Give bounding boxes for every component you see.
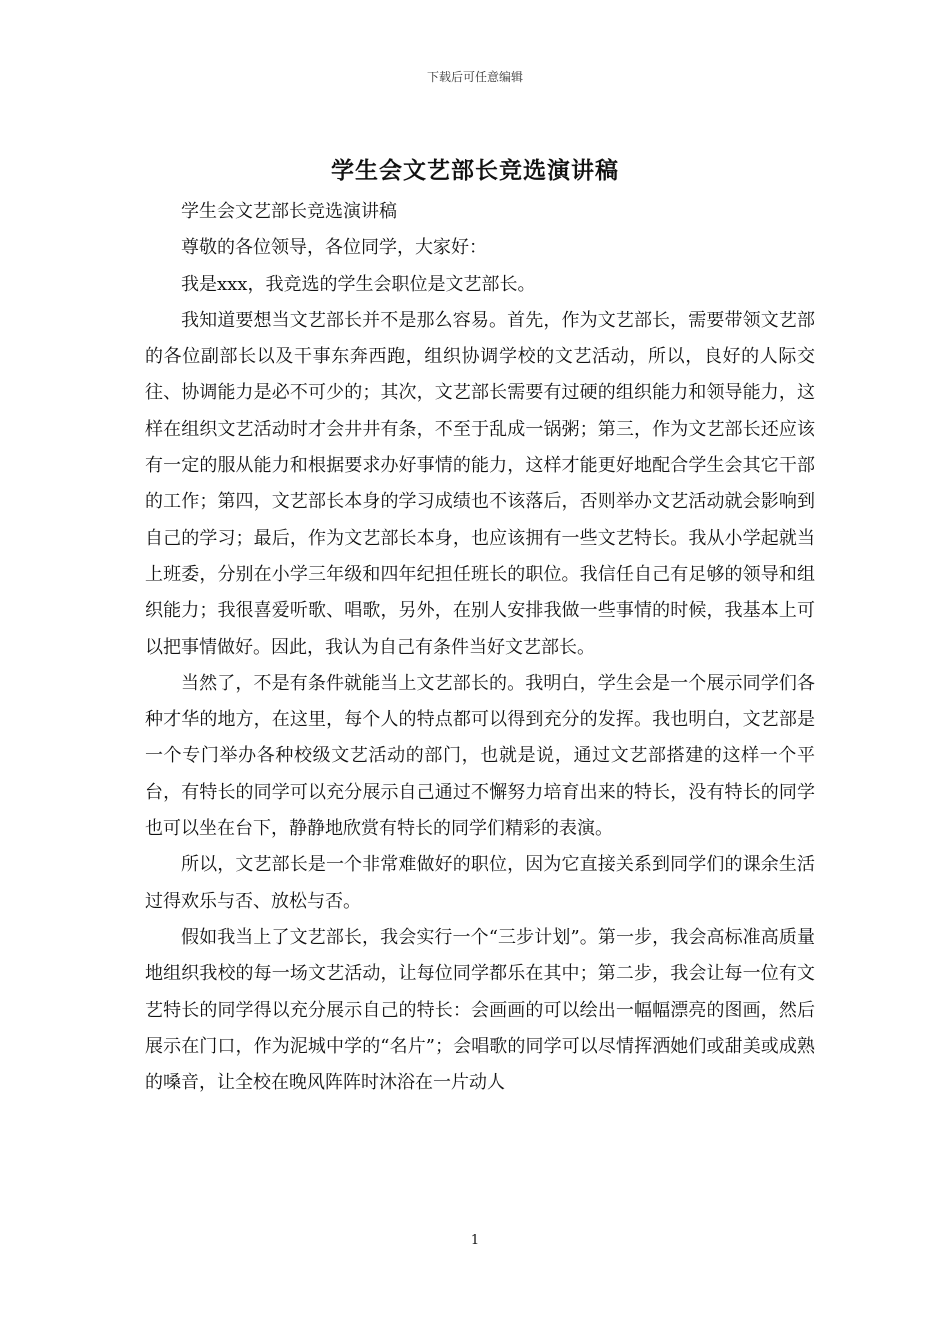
paragraph: 当然了，不是有条件就能当上文艺部长的。我明白，学生会是一个展示同学们各种才华的地方，在这里，每个人的特点都可以得到充分的发挥。我也明白，文艺部是一个专门举办各种校级文艺活动的部门，也就是说，通过文艺部搭建的这样一个平台，有特长的同学可以充分展示自己通过不懈努力培育出来的特长，没有特长的同学也可以坐在台下，静静地欣赏有特长的同学们精彩的表演。 (145, 672, 815, 840)
document-title: 学生会文艺部长竞选演讲稿 (331, 157, 619, 184)
page-number: 1 (470, 1233, 480, 1248)
document-body (145, 194, 815, 1101)
paragraph: 假如我当上了文艺部长，我会实行一个“三步计划”。第一步，我会高标准高质量地组织我校的每一场文艺活动，让每位同学都乐在其中；第二步，我会让每一位有文艺特长的同学得以充分展示自己的特长：会画画的可以绘出一幅幅漂亮的图画，然后展示在门口，作为泥城中学的“名片”；会唱歌的同学可以尽情挥洒她们或甜美或成熟的嗓音，让全校在晚风阵阵时沐浴在一片动人 (145, 926, 815, 1094)
paragraph: 学生会文艺部长竞选演讲稿 (181, 201, 397, 222)
paragraph: 所以，文艺部长是一个非常难做好的职位，因为它直接关系到同学们的课余生活过得欢乐与否、放松与否。 (145, 854, 815, 912)
paragraph: 尊敬的各位领导，各位同学，大家好： (181, 237, 487, 259)
paragraph: 我知道要想当文艺部长并不是那么容易。首先，作为文艺部长，需要带领文艺部的各位副部长以及干事东奔西跑，组织协调学校的文艺活动，所以，良好的人际交往、协调能力是必不可少的；其次，文艺部长需要有过硬的组织能力和领导能力，这样在组织文艺活动时才会井井有条，不至于乱成一锅粥；第三，作为文艺部长还应该有一定的服从能力和根据要求办好事情的能力，这样才能更好地配合学生会其它干部的工作；第四，文艺部长本身的学习成绩也不该落后，否则举办文艺活动就会影响到自己的学习；最后，作为文艺部长本身，也应该拥有一些文艺特长。我从小学起就当上班委，分别在小学三年级和四年纪担任班长的职位。我信任自己有足够的领导和组织能力；我很喜爱听歌、唱歌，另外，在别人安排我做一些事情的时候，我基本上可以把事情做好。因此，我认为自己有条件当好文艺部长。 (145, 309, 815, 658)
paragraph: 我是xxx，我竞选的学生会职位是文艺部长。 (181, 273, 536, 295)
header-note: 下载后可任意编辑 (426, 70, 523, 84)
